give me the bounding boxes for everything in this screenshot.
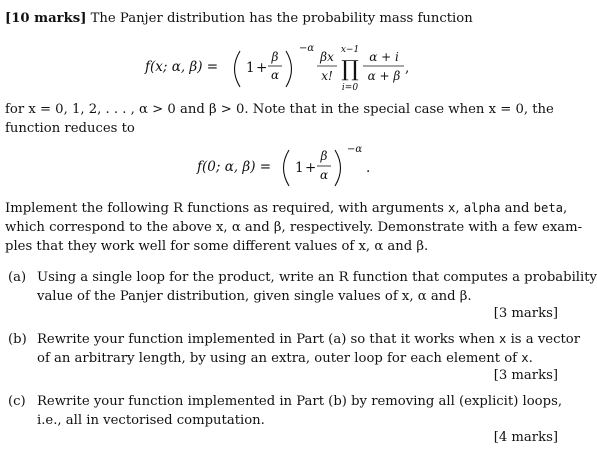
term-denominator: α + β [367, 69, 401, 83]
right-paren-2 [335, 150, 341, 186]
frac-denominator: α [270, 68, 280, 82]
marks-badge-c: [4 marks] [493, 430, 558, 445]
item-b-x-code-2: x [521, 351, 529, 365]
condition-paragraph [5, 100, 561, 138]
item-c-line-2: i.e., all in vectorised computation. [37, 413, 265, 428]
plus-sign: + [256, 60, 268, 76]
item-b-text-2a: of an arbitrary length, by using an extra, outer loop for each element of [37, 351, 522, 366]
base-one-2: 1 [295, 160, 304, 176]
task-text-c: and [500, 201, 534, 216]
total-marks-label: [10 marks] [5, 11, 87, 26]
panjer-pmf-formula [0, 38, 568, 96]
item-a-line-2: value of the Panjer distribution, given single values of x, α and β. [37, 289, 472, 304]
item-b-text-1a: Rewrite your function implemented in Part (a) so that it works when [37, 332, 500, 347]
item-b-line-2 [37, 349, 533, 368]
frac-denominator-2: α [319, 168, 329, 182]
item-b-x-code-1: x [499, 332, 507, 346]
prod-lower: i=0 [341, 83, 359, 93]
exponent-2: −α [347, 144, 363, 155]
left-paren-2 [284, 150, 290, 186]
item-label-a: (a) [8, 270, 27, 285]
exponent: −α [299, 43, 315, 54]
arg-beta-code: beta [533, 201, 564, 215]
arg-x-code: x [448, 201, 456, 215]
trailing-period: . [366, 160, 371, 176]
right-paren [286, 51, 292, 87]
coef-numerator: βx [320, 50, 334, 64]
item-label-c: (c) [8, 394, 26, 409]
trailing-comma: , [405, 60, 410, 76]
condition-line-1: for x = 0, 1, 2, . . . , α > 0 and β > 0. Note that in the special case when x = 0, the [5, 102, 554, 117]
marks-badge-a: [3 marks] [493, 306, 558, 321]
item-label-b: (b) [8, 332, 27, 347]
formula2-lhs: f(0; α, β) = [197, 159, 272, 175]
task-text-d: , [563, 201, 568, 216]
frac-numerator-2: β [320, 149, 328, 163]
arg-alpha-code: alpha [463, 201, 501, 215]
task-line-3: ples that they work well for some different values of x, α and β. [5, 239, 429, 254]
item-c-line-1: Rewrite your function implemented in Part (b) by removing all (explicit) loops, [37, 394, 563, 409]
prod-upper: x−1 [340, 45, 360, 55]
task-line-2: which correspond to the above x, α and β, respectively. Demonstrate with a few exam- [5, 220, 583, 235]
marks-badge-b: [3 marks] [493, 368, 558, 383]
task-text-b: , [455, 201, 464, 216]
intro-text: The Panjer distribution has the probability mass function [90, 11, 473, 26]
task-text-a: Implement the following R functions as required, with arguments [5, 201, 449, 216]
item-b-line-1 [37, 330, 580, 349]
base-one: 1 [246, 60, 255, 76]
product-symbol: ∏ [341, 57, 359, 82]
term-numerator: α + i [369, 50, 399, 64]
plus-sign-2: + [305, 160, 317, 176]
coef-denominator: x! [321, 69, 333, 83]
intro-paragraph [5, 9, 561, 28]
item-a-line-1: Using a single loop for the product, write an R function that computes a probability [37, 270, 597, 285]
item-b-text-2b: . [528, 351, 533, 366]
formula-lhs: f(x; α, β) = [145, 59, 219, 75]
item-b-text-1b: is a vector [506, 332, 580, 347]
special-case-formula [0, 140, 568, 192]
task-paragraph [5, 199, 583, 256]
left-paren [235, 51, 241, 87]
frac-numerator: β [271, 50, 279, 64]
condition-line-2: function reduces to [5, 121, 135, 136]
